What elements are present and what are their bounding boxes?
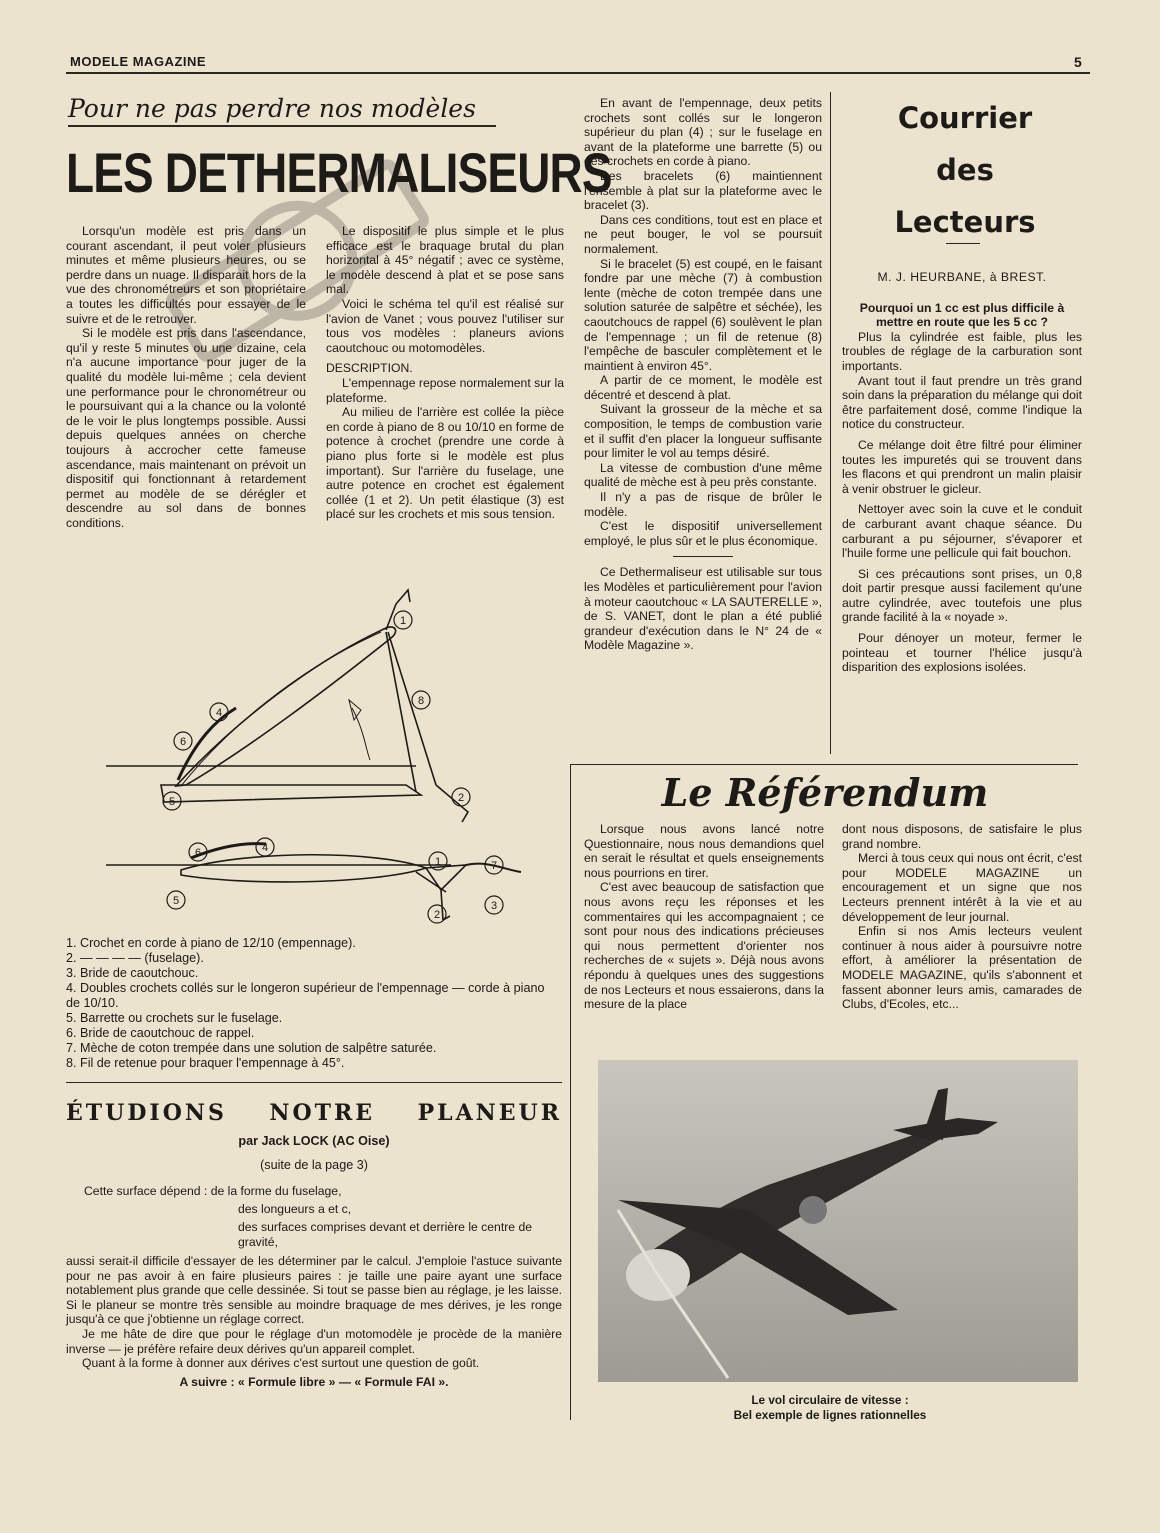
- article-kicker: Pour ne pas perdre nos modèles: [68, 94, 496, 127]
- courrier-title: [840, 92, 1090, 248]
- paragraph: En avant de l'empennage, deux petits crochets sont collés sur le longeron supérieur du plan (4) ; sur le fuselage en avant de la plateforme une barrette (5) ou des crochets en corde à piano.: [584, 96, 822, 169]
- paragraph: Suivant la grosseur de la mèche et sa composition, le temps de combustion varie et il suffit d'en placer la longueur suffisante pour limiter le vol au temps désiré.: [584, 402, 822, 461]
- divider: [673, 556, 733, 557]
- diagram-label: 1: [434, 856, 442, 868]
- paragraph: Dans ces conditions, tout est en place et ne peut bouger, le vol se poursuit normalement.: [584, 212, 822, 256]
- legend-item: 6. Bride de caoutchouc de rappel.: [66, 1026, 255, 1040]
- planeur-continued: (suite de la page 3): [260, 1158, 368, 1172]
- legend-item: 3. Bride de caoutchouc.: [66, 966, 199, 980]
- paragraph: Merci à tous ceux qui nous ont écrit, c'est pour MODELE MAGAZINE un encouragement et un signe que nos Lecteurs prennent intérêt à la vie et au développement de leur journal.: [842, 851, 1082, 924]
- caption-line: Bel exemple de lignes rationnelles: [733, 1408, 927, 1422]
- courrier-body: [842, 270, 1082, 675]
- paragraph: Enfin si nos Amis lecteurs veulent continuer à nous aider à poursuivre notre effort, à améliorer la présentation de MODELE MAGAZINE, qu'ils s'abonnent et fassent abonner leurs amis, camarades de Clubs, d'Ecoles, etc...: [842, 924, 1082, 1012]
- airplane-image: [598, 1060, 1078, 1382]
- paragraph: Je me hâte de dire que pour le réglage d'un motomodèle je procède de la manière inverse — je préfère refaire deux dérives qu'un appareil complet.: [66, 1326, 562, 1356]
- paragraph: aussi serait-il difficile d'essayer de les déterminer par le calcul. J'emploie l'astuce suivante pour ne pas avoir à en faire plusieurs paires : je taille une paire ayant une surface notablement plus grande que celle dessinée. Si tout se passe bien au réglage, je les laisse. Si le planeur se montre très sensible au moindre braquage de mes dérives, je les ronge jusqu'à ce que j'obtienne un réglage correct.: [66, 1254, 562, 1327]
- planeur-intro-2: des longueurs a et c,: [238, 1202, 352, 1216]
- paragraph: L'empennage repose normalement sur la plateforme.: [326, 375, 564, 405]
- planeur-body: [66, 1254, 562, 1389]
- page-number: 5: [1074, 54, 1082, 70]
- referendum-column-1: [584, 822, 824, 1012]
- legend-item: 4. Doubles crochets collés sur le longeron supérieur de l'empennage — corde à piano de 10/10.: [66, 981, 545, 1010]
- paragraph: Plus la cylindrée est faible, plus les troubles de réglage de la carburation sont importants.: [842, 329, 1082, 373]
- paragraph: Lorsque nous avons lancé notre Questionnaire, nous nous demandions quel en serait le résultat et quels enseignements nous pourrions en tirer.: [584, 822, 824, 880]
- courrier-title-line: Lecteurs: [894, 205, 1036, 239]
- letter-author: M. J. HEURBANE, à BREST.: [877, 270, 1047, 284]
- article-column-1: [66, 224, 306, 530]
- article-column-2: [326, 224, 564, 522]
- title-word: ÉTUDIONS: [66, 1100, 227, 1126]
- paragraph: Ce mélange doit être filtré pour éliminer toutes les impuretés qui se trouvent dans les flacons et qui prendront un malin plaisir à venir obstruer le gicleur.: [842, 437, 1082, 496]
- paragraph: Quant à la forme à donner aux dérives c'est surtout une question de goût.: [82, 1356, 480, 1371]
- diagram-label: 4: [215, 707, 223, 719]
- paragraph: Pour dénoyer un moteur, fermer le pointeau et tourner l'hélice jusqu'à disparition des explosions isolées.: [842, 631, 1082, 675]
- paragraph: Ce Dethermaliseur est utilisable sur tous les Modèles et particulièrement pour l'avion à moteur caoutchouc « LA SAUTERELLE », de S. VANET, dont le plan a été publié grandeur d'exécution dans le N° 24 de « Modèle Magazine ».: [584, 565, 822, 653]
- legend-item: 1. Crochet en corde à piano de 12/10 (empennage).: [66, 936, 356, 950]
- paragraph: Le dispositif le plus simple et le plus efficace est le braquage brutal du plan horizontal à 45° négatif ; avec ce système, le modèle descend à plat et se pose sans mal.: [326, 224, 564, 297]
- legend-item: 7. Mèche de coton trempée dans une solution de salpêtre saturée.: [66, 1041, 437, 1055]
- article-column-3: [584, 96, 822, 653]
- courrier-title-line: Courrier: [897, 101, 1033, 135]
- title-word: NOTRE: [269, 1100, 376, 1126]
- section-rule: [66, 1082, 562, 1083]
- diagram-label: 2: [433, 909, 441, 921]
- paragraph: Si le bracelet (5) est coupé, en le faisant fondre par une mèche (7) à combustion lente (mèche de coton trempée dans une solution saturée de salpêtre et séchée), les caoutchoucs de rappel (6) soulèvent le plan de l'empennage ; un fil de retenue (8) l'empêche de basculer complètement et le maintient à environ 45°.: [584, 256, 822, 373]
- photo-caption: [600, 1393, 1060, 1423]
- planeur-title: [66, 1100, 562, 1126]
- paragraph: C'est avec beaucoup de satisfaction que nous avons reçu les réponses et les commentaires qui les accompagnaient ; ce sont pour nous des indications précieuses qui nous permettent d'orienter nos recherches de « sujets ». Déjà nous avons répondu à quelques unes des suggestions de nos Lecteurs et nous essaierons, dans la mesure de la place: [584, 880, 824, 1012]
- diagram-label: 1: [399, 615, 407, 627]
- legend-item: 8. Fil de retenue pour braquer l'empennage à 45°.: [66, 1056, 345, 1070]
- title-word: PLANEUR: [417, 1100, 562, 1126]
- diagram-label: 7: [490, 860, 498, 872]
- diagram-label: 6: [194, 847, 202, 859]
- planeur-intro-3: des surfaces comprises devant et derrière le centre de gravité,: [238, 1220, 532, 1249]
- paragraph: Nettoyer avec soin la cuve et le conduit de carburant avant chaque séance. Du carburant a pu séjourner, s'évaporer et l'huile forme une pellicule qui fait bouchon.: [842, 502, 1082, 561]
- paragraph: Si ces précautions sont prises, un 0,8 doit partir presque aussi facilement qu'une autre cylindrée, avec toutefois une plus grande facilité à la « noyade ».: [842, 566, 1082, 625]
- diagram-label: 8: [417, 695, 425, 707]
- diagram-label: 3: [490, 900, 498, 912]
- paragraph: La vitesse de combustion d'une même qualité de mèche est à peu près constante.: [584, 460, 822, 490]
- article-title: LES DETHERMALISEURS: [66, 141, 612, 204]
- legend-item: 5. Barrette ou crochets sur le fuselage.: [66, 1011, 283, 1025]
- paragraph: Si le modèle est pris dans l'ascendance, qu'il y reste 5 minutes ou une dizaine, cela n'a aucune importance pour juger de la qualité du modèle lui-même ; cela devient une performance pour le chronométreur ou le poursuivant qui a la chance ou la volonté de le voir le plus longtemps possible. Aussi depuis quelques années on cherche toujours à accrocher cette fameuse ascendance, mais maintenant on prévoit un dispositif qui fonctionnant à retardement permet au modèle de se dérégler et descendre au sol dans de bonnes conditions.: [66, 326, 306, 530]
- diagram-label: 5: [168, 796, 176, 808]
- diagram-label: 6: [179, 736, 187, 748]
- diagram-label: 4: [261, 842, 269, 854]
- paragraph: Avant tout il faut prendre un très grand soin dans la préparation du mélange qui doit être parfaitement dosé, comme l'indique la notice du constructeur.: [842, 373, 1082, 432]
- referendum-title: Le Référendum: [661, 770, 989, 815]
- column-divider: [570, 764, 571, 1420]
- diagram-label: 2: [457, 792, 465, 804]
- paragraph: dont nous disposons, de satisfaire le plus grand nombre.: [842, 822, 1082, 851]
- diagram-label: 5: [172, 895, 180, 907]
- header-rule: [66, 72, 1090, 74]
- paragraph: Au milieu de l'arrière est collée la pièce en corde à piano de 8 ou 10/10 en forme de potence à crochet (prendre une corde à piano plus forte si le modèle est plus important). Sur l'arrière du fuselage, une autre potence en crochet est également collée (1 et 2). Un petit élastique (3) est placé sur les crochets et mis sous tension.: [326, 405, 564, 522]
- paragraph: Lorsqu'un modèle est pris dans un courant ascendant, il peut voler plusieurs minutes et même plusieurs heures, ou se perdre dans un nuage. Il disparait hors de la vue des chronométreurs et son propriétaire a toutes les difficultés pour essayer de le suivre et de le retrouver.: [66, 224, 306, 326]
- letter-question: Pourquoi un 1 cc est plus difficile à mettre en route que les 5 cc ?: [859, 300, 1065, 330]
- courrier-title-line: des: [936, 153, 994, 187]
- paragraph: C'est le dispositif universellement employé, le plus sûr et le plus économique.: [584, 519, 822, 548]
- paragraph: Des bracelets (6) maintiennent l'ensemble à plat sur la plateforme avec le bracelet (3).: [584, 168, 822, 213]
- dethermaliser-diagram: [96, 580, 536, 930]
- paragraph: Il n'y a pas de risque de brûler le modèle.: [584, 490, 822, 519]
- section-rule: [570, 764, 1078, 765]
- legend-item: 2. — — — — (fuselage).: [66, 951, 204, 965]
- magazine-name: MODELE MAGAZINE: [70, 54, 207, 69]
- model-airplane-photo: [598, 1060, 1078, 1382]
- column-divider: [830, 92, 831, 754]
- divider: [946, 243, 980, 244]
- paragraph: Voici le schéma tel qu'il est réalisé sur l'avion de Vanet ; vous pouvez l'utiliser sur tous vos modèles : planeurs avions caoutchouc ou motomodèles.: [326, 296, 564, 355]
- caption-line: Le vol circulaire de vitesse :: [751, 1393, 909, 1407]
- planeur-byline: par Jack LOCK (AC Oise): [238, 1134, 390, 1148]
- to-be-continued: A suivre : « Formule libre » — « Formule FAI ».: [179, 1374, 449, 1389]
- paragraph: A partir de ce moment, le modèle est décentré et descend à plat.: [584, 373, 822, 402]
- referendum-column-2: [842, 822, 1082, 1012]
- diagram-legend: [66, 936, 566, 1071]
- description-heading: DESCRIPTION.: [326, 361, 413, 376]
- planeur-intro: Cette surface dépend : de la forme du fuselage,: [84, 1184, 342, 1198]
